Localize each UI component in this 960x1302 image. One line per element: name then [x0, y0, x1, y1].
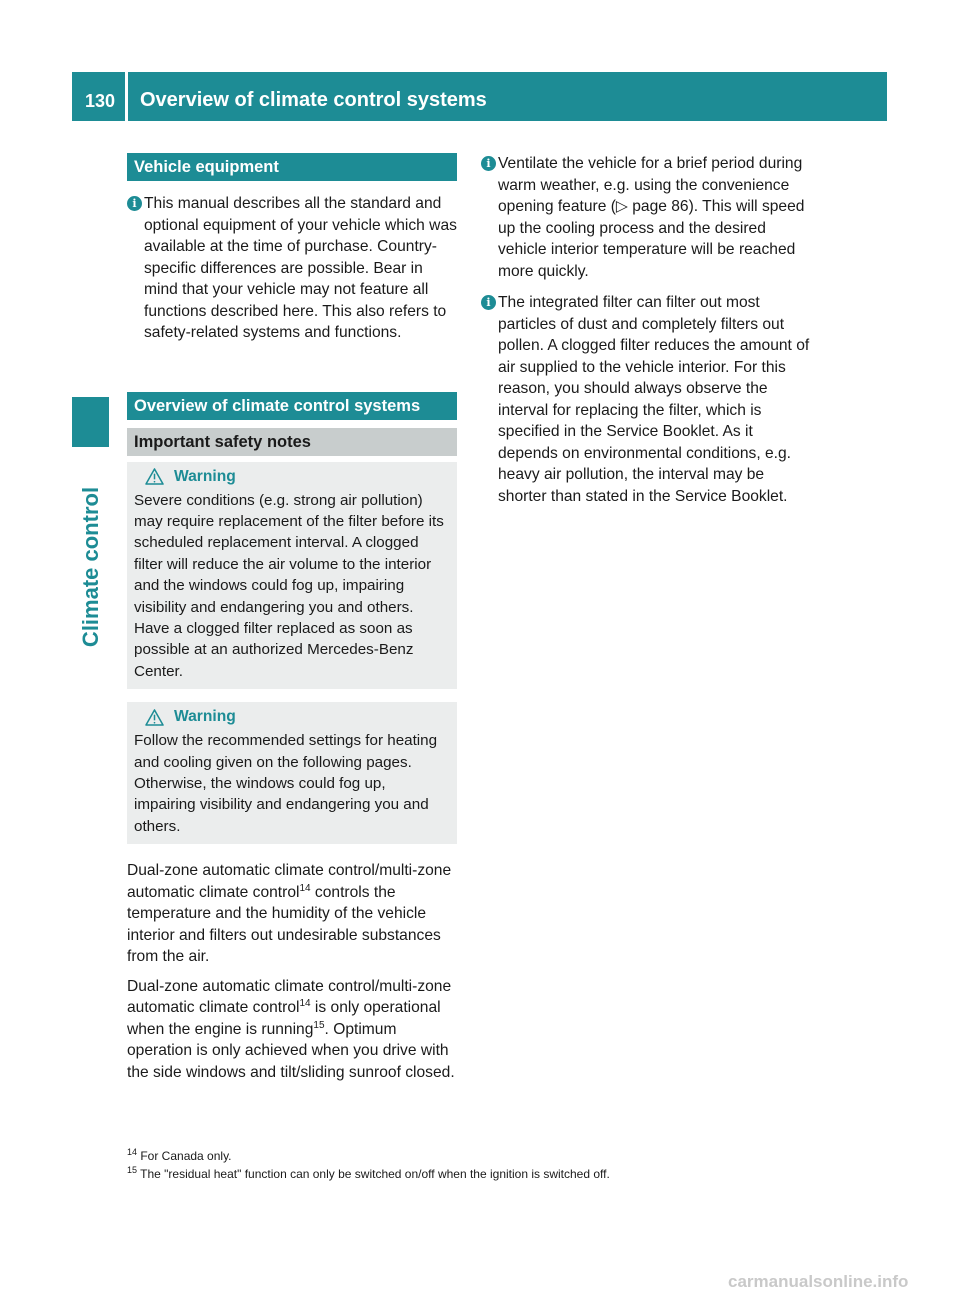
warning-triangle-icon [145, 709, 164, 726]
footnote-15: $^{15}$ The "residual heat" function can only be switched on/off when the ignition is switched off. [127, 1165, 610, 1181]
footnote-ref: 14 [299, 998, 311, 1009]
page-ref-arrow-icon: ▷ [615, 198, 628, 215]
footnote-ref: 14 [299, 882, 311, 894]
left-column [127, 153, 457, 1091]
watermark: carmanualsonline.info [728, 1272, 909, 1291]
info-text: The integrated filter can filter out most particles of dust and completely filters out pollen. A clogged filter reduces the amount of air supplied to the vehicle interior. For this reason, you should always observe the interval for replacing the filter, which is specified in the Service Booklet. As it depends on environmental conditions, e.g. heavy air pollution, the interval may be shorter than stated in the Service Booklet. [498, 294, 810, 505]
paragraph-climate-control-operation: Dual-zone automatic climate control/multi-zone automatic climate control$^{14}$ is only operational when the engine is running$^{15}$. Optimum operation is only achieved when you drive with the side windows and tilt/sliding sunroof closed. [127, 977, 455, 1081]
subheading-safety-notes: Important safety notes [127, 428, 457, 456]
side-tab-label: Climate control [78, 486, 104, 648]
page-title: Overview of climate control systems [140, 89, 487, 111]
warning-triangle-icon [145, 468, 164, 485]
info-icon: i [481, 156, 496, 171]
info-text: This manual describes all the standard and optional equipment of your vehicle which was available at the time of purchase. Country-specific differences are possible. Bear in mind that your vehicle may not feature all functions described here. This also refers to safety-related systems and functions. [144, 195, 457, 341]
footnotes [127, 1147, 827, 1183]
page-number: 130 [85, 91, 116, 111]
warning-title: Warning [174, 708, 236, 726]
footnote-ref: 15 [313, 1019, 325, 1031]
warning-box-settings [127, 702, 457, 844]
info-icon: i [127, 196, 142, 211]
info-note-ventilate: i Ventilate the vehicle for a brief period during warm weather, e.g. using the convenience opening feature (▷ page 86). This will speed up the cooling process and the desired vehicle interior temperature will be reached more quickly. [481, 153, 811, 282]
warning-box-filter [127, 462, 457, 690]
warning-title: Warning [174, 467, 236, 485]
warning-text: Follow the recommended settings for heating and cooling given on the following pages. Otherwise, the windows could fog up, impairing visibility and endangering you and others. [134, 732, 438, 835]
footnote-14: $^{14}$ For Canada only. [127, 1147, 232, 1163]
info-note-filter [481, 292, 811, 507]
info-icon: i [481, 295, 496, 310]
section-heading-vehicle-equipment: Vehicle equipment [127, 153, 457, 181]
warning-text: Severe conditions (e.g. strong air pollution) may require replacement of the filter before its scheduled replacement interval. A clogged filter will reduce the air volume to the interior and the windows could fog up, impairing visibility and endangering you and others. Have a clogged filter replaced as soon as possible at an authorized Mercedes-Benz Center. [134, 491, 444, 680]
right-column [481, 153, 811, 517]
header-divider [125, 72, 128, 121]
side-tab-marker [72, 397, 109, 447]
section-heading-overview: Overview of climate control systems [127, 392, 457, 420]
paragraph-climate-control-function: Dual-zone automatic climate control/multi-zone automatic climate control$^{14}$ controls the temperature and the humidity of the vehicle interior and filters out undesirable substances from the air. [127, 862, 452, 966]
info-note-vehicle-equipment [127, 193, 457, 344]
